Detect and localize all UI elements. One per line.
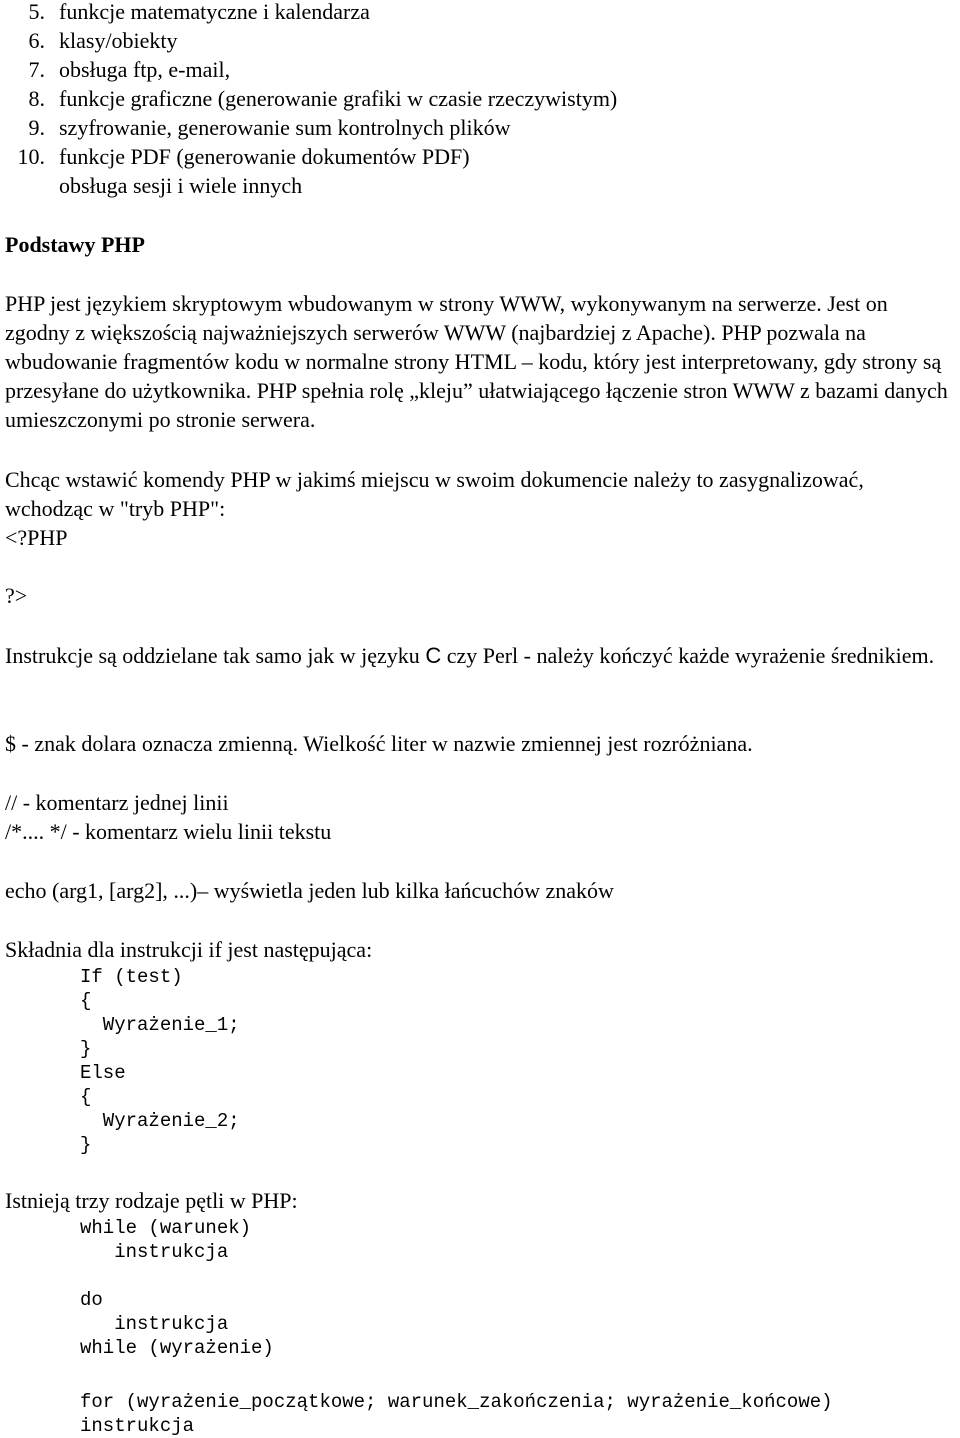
comment-single-line: // - komentarz jednej linii (5, 790, 229, 815)
code-line: while (wyrażenie) (80, 1337, 274, 1359)
paragraph-intro: PHP jest językiem skryptowym wbudowanym w strony WWW, wykonywanym na serwerze. Jest on zgodny z większością najważniejszych serwerów WWW (najbardziej z Apache). PHP pozwala na wbudowanie fragmentów kodu w normalne strony HTML – kodu, który jest interpretowany, gdy strony są przesyłane do użytkownika. PHP spełnia rolę „kleju” ułatwiającego łączenie stron WWW z bazami danych umieszczonymi po stronie serwera. (5, 291, 948, 432)
list-continuation: obsługa sesji i wiele innych (59, 173, 303, 198)
section-heading: Podstawy PHP (5, 232, 145, 257)
code-line: do (80, 1289, 103, 1311)
comment-multi-line: /*.... */ - komentarz wielu linii tekstu (5, 819, 332, 844)
list-item: 10. funkcje PDF (generowanie dokumentów PDF) (17, 144, 470, 169)
code-line: } (80, 1038, 92, 1060)
list-item: 6. klasy/obiekty (28, 28, 178, 53)
code-line: If (test) (80, 966, 183, 988)
paragraph-php-mode: Chcąc wstawić komendy PHP w jakimś miejscu w swoim dokumencie należy to zasygnalizować, wchodząc w "tryb PHP": (5, 467, 864, 521)
list-item: 8. funkcje graficzne (generowanie grafiki w czasie rzeczywistym) (28, 86, 618, 111)
list-item: 9. szyfrowanie, generowanie sum kontrolnych plików (28, 115, 511, 140)
code-line: { (80, 990, 92, 1012)
php-close-tag: ?> (5, 583, 28, 608)
code-line: Wyrażenie_2; (80, 1110, 240, 1132)
code-line: Wyrażenie_1; (80, 1014, 240, 1036)
if-syntax-intro: Składnia dla instrukcji if jest następująca: (5, 937, 373, 962)
code-line: for (wyrażenie_początkowe; warunek_zakończenia; wyrażenie_końcowe) (80, 1391, 833, 1413)
code-line: instrukcja (80, 1415, 195, 1437)
code-line: while (warunek) (80, 1217, 252, 1239)
paragraph-variables: $ - znak dolara oznacza zmienną. Wielkość liter w nazwie zmiennej jest rozróżniana. (5, 731, 753, 756)
list-item: 7. obsługa ftp, e-mail, (28, 57, 231, 82)
paragraph-instructions: Instrukcje są oddzielane tak samo jak w języku C czy Perl - należy kończyć każde wyrażenie średnikiem. (5, 643, 935, 668)
code-line: } (80, 1134, 92, 1156)
code-line: Else (80, 1062, 126, 1084)
loops-intro: Istnieją trzy rodzaje pętli w PHP: (5, 1188, 298, 1213)
php-open-tag: <?PHP (5, 525, 68, 550)
code-line: { (80, 1086, 92, 1108)
language-c: C (425, 643, 442, 668)
echo-description: echo (arg1, [arg2], ...)– wyświetla jeden lub kilka łańcuchów znaków (5, 878, 614, 903)
code-line: instrukcja (80, 1241, 229, 1263)
list-item: 5. funkcje matematyczne i kalendarza (28, 0, 370, 24)
code-line: instrukcja (80, 1313, 229, 1335)
